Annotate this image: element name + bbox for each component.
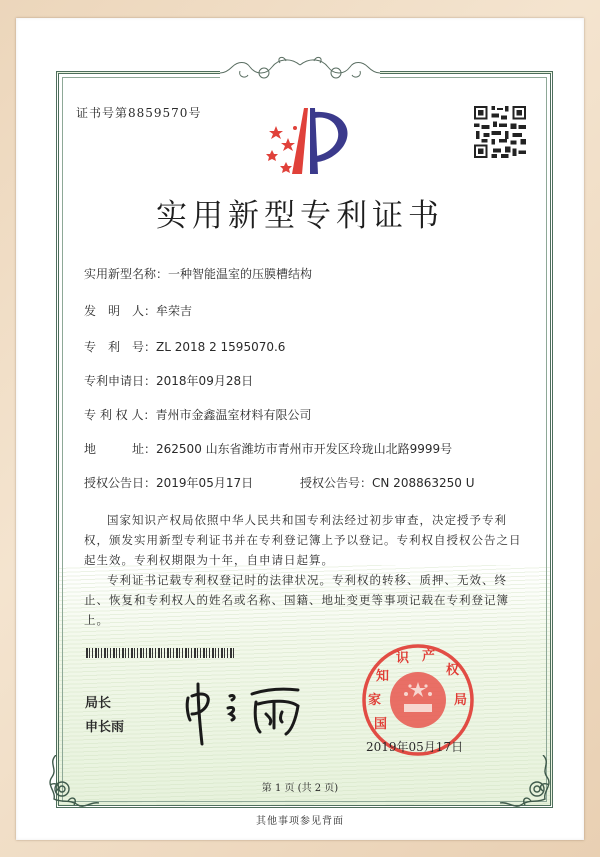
field-label: 专利申请日：	[84, 374, 157, 388]
field-grant-publication-number	[300, 474, 475, 491]
field-patentee	[84, 406, 311, 423]
svg-text:权: 权	[446, 663, 460, 678]
svg-text:家: 家	[368, 693, 382, 708]
field-grant-date	[84, 474, 253, 491]
legal-status-paragraph: 专利证书记载专利权登记时的法律状况。专利权的转移、质押、无效、终止、恢复和专利权人的姓名或名称、国籍、地址变更等事项记载在专利登记簿上。	[84, 573, 509, 627]
field-label: 专 利 号：	[84, 340, 157, 354]
svg-text:识: 识	[396, 651, 410, 666]
svg-text:知: 知	[376, 669, 390, 684]
field-value: 2018年09月28日	[156, 374, 254, 388]
field-label: 专 利 权 人：	[84, 408, 156, 422]
field-value: 2019年05月17日	[156, 476, 254, 490]
svg-text:国: 国	[374, 717, 388, 732]
qr-code-icon	[472, 103, 528, 161]
seal-date: 2019年05月17日	[366, 740, 464, 754]
page-indicator: 第 1 页 (共 2 页)	[261, 783, 339, 794]
field-label: 地 址：	[84, 442, 157, 456]
field-address	[84, 440, 452, 457]
field-label: 发 明 人：	[84, 304, 157, 318]
field-utility-model-name	[84, 265, 312, 282]
field-inventor	[84, 302, 192, 319]
field-value: 牟荣吉	[156, 304, 193, 318]
field-label: 授权公告号：	[300, 476, 373, 490]
field-value: 262500 山东省潍坊市青州市开发区玲珑山北路9999号	[156, 442, 453, 456]
field-value: 青州市金鑫温室材料有限公司	[155, 408, 312, 422]
svg-text:局: 局	[454, 693, 468, 708]
certificate-title: 实用新型专利证书	[156, 198, 444, 234]
director-name: 申长雨	[85, 720, 125, 735]
field-value: 一种智能温室的压膜槽结构	[168, 267, 313, 281]
svg-text:产: 产	[422, 649, 436, 664]
field-label: 实用新型名称：	[84, 267, 169, 281]
top-ornament-icon	[220, 53, 380, 85]
field-label: 授权公告日：	[84, 476, 157, 490]
field-patent-number	[84, 338, 285, 355]
field-value: CN 208863250 U	[372, 476, 475, 490]
footer-note: 其他事项参见背面	[256, 816, 344, 827]
certificate-number: 证书号第8859570号	[76, 106, 202, 120]
grant-statement-paragraph: 国家知识产权局依照中华人民共和国专利法经过初步审查，决定授予专利权，颁发实用新型专利证书并在专利登记簿上予以登记。专利权自授权公告之日起生效。专利权期限为十年，自申请日起算。	[84, 513, 522, 567]
signature-icon	[180, 676, 310, 746]
cnipa-logo-icon	[258, 100, 358, 180]
field-value: ZL 2018 2 1595070.6	[156, 340, 286, 354]
director-title: 局长	[85, 696, 112, 711]
field-application-date	[84, 372, 253, 389]
barcode-icon	[86, 648, 234, 658]
